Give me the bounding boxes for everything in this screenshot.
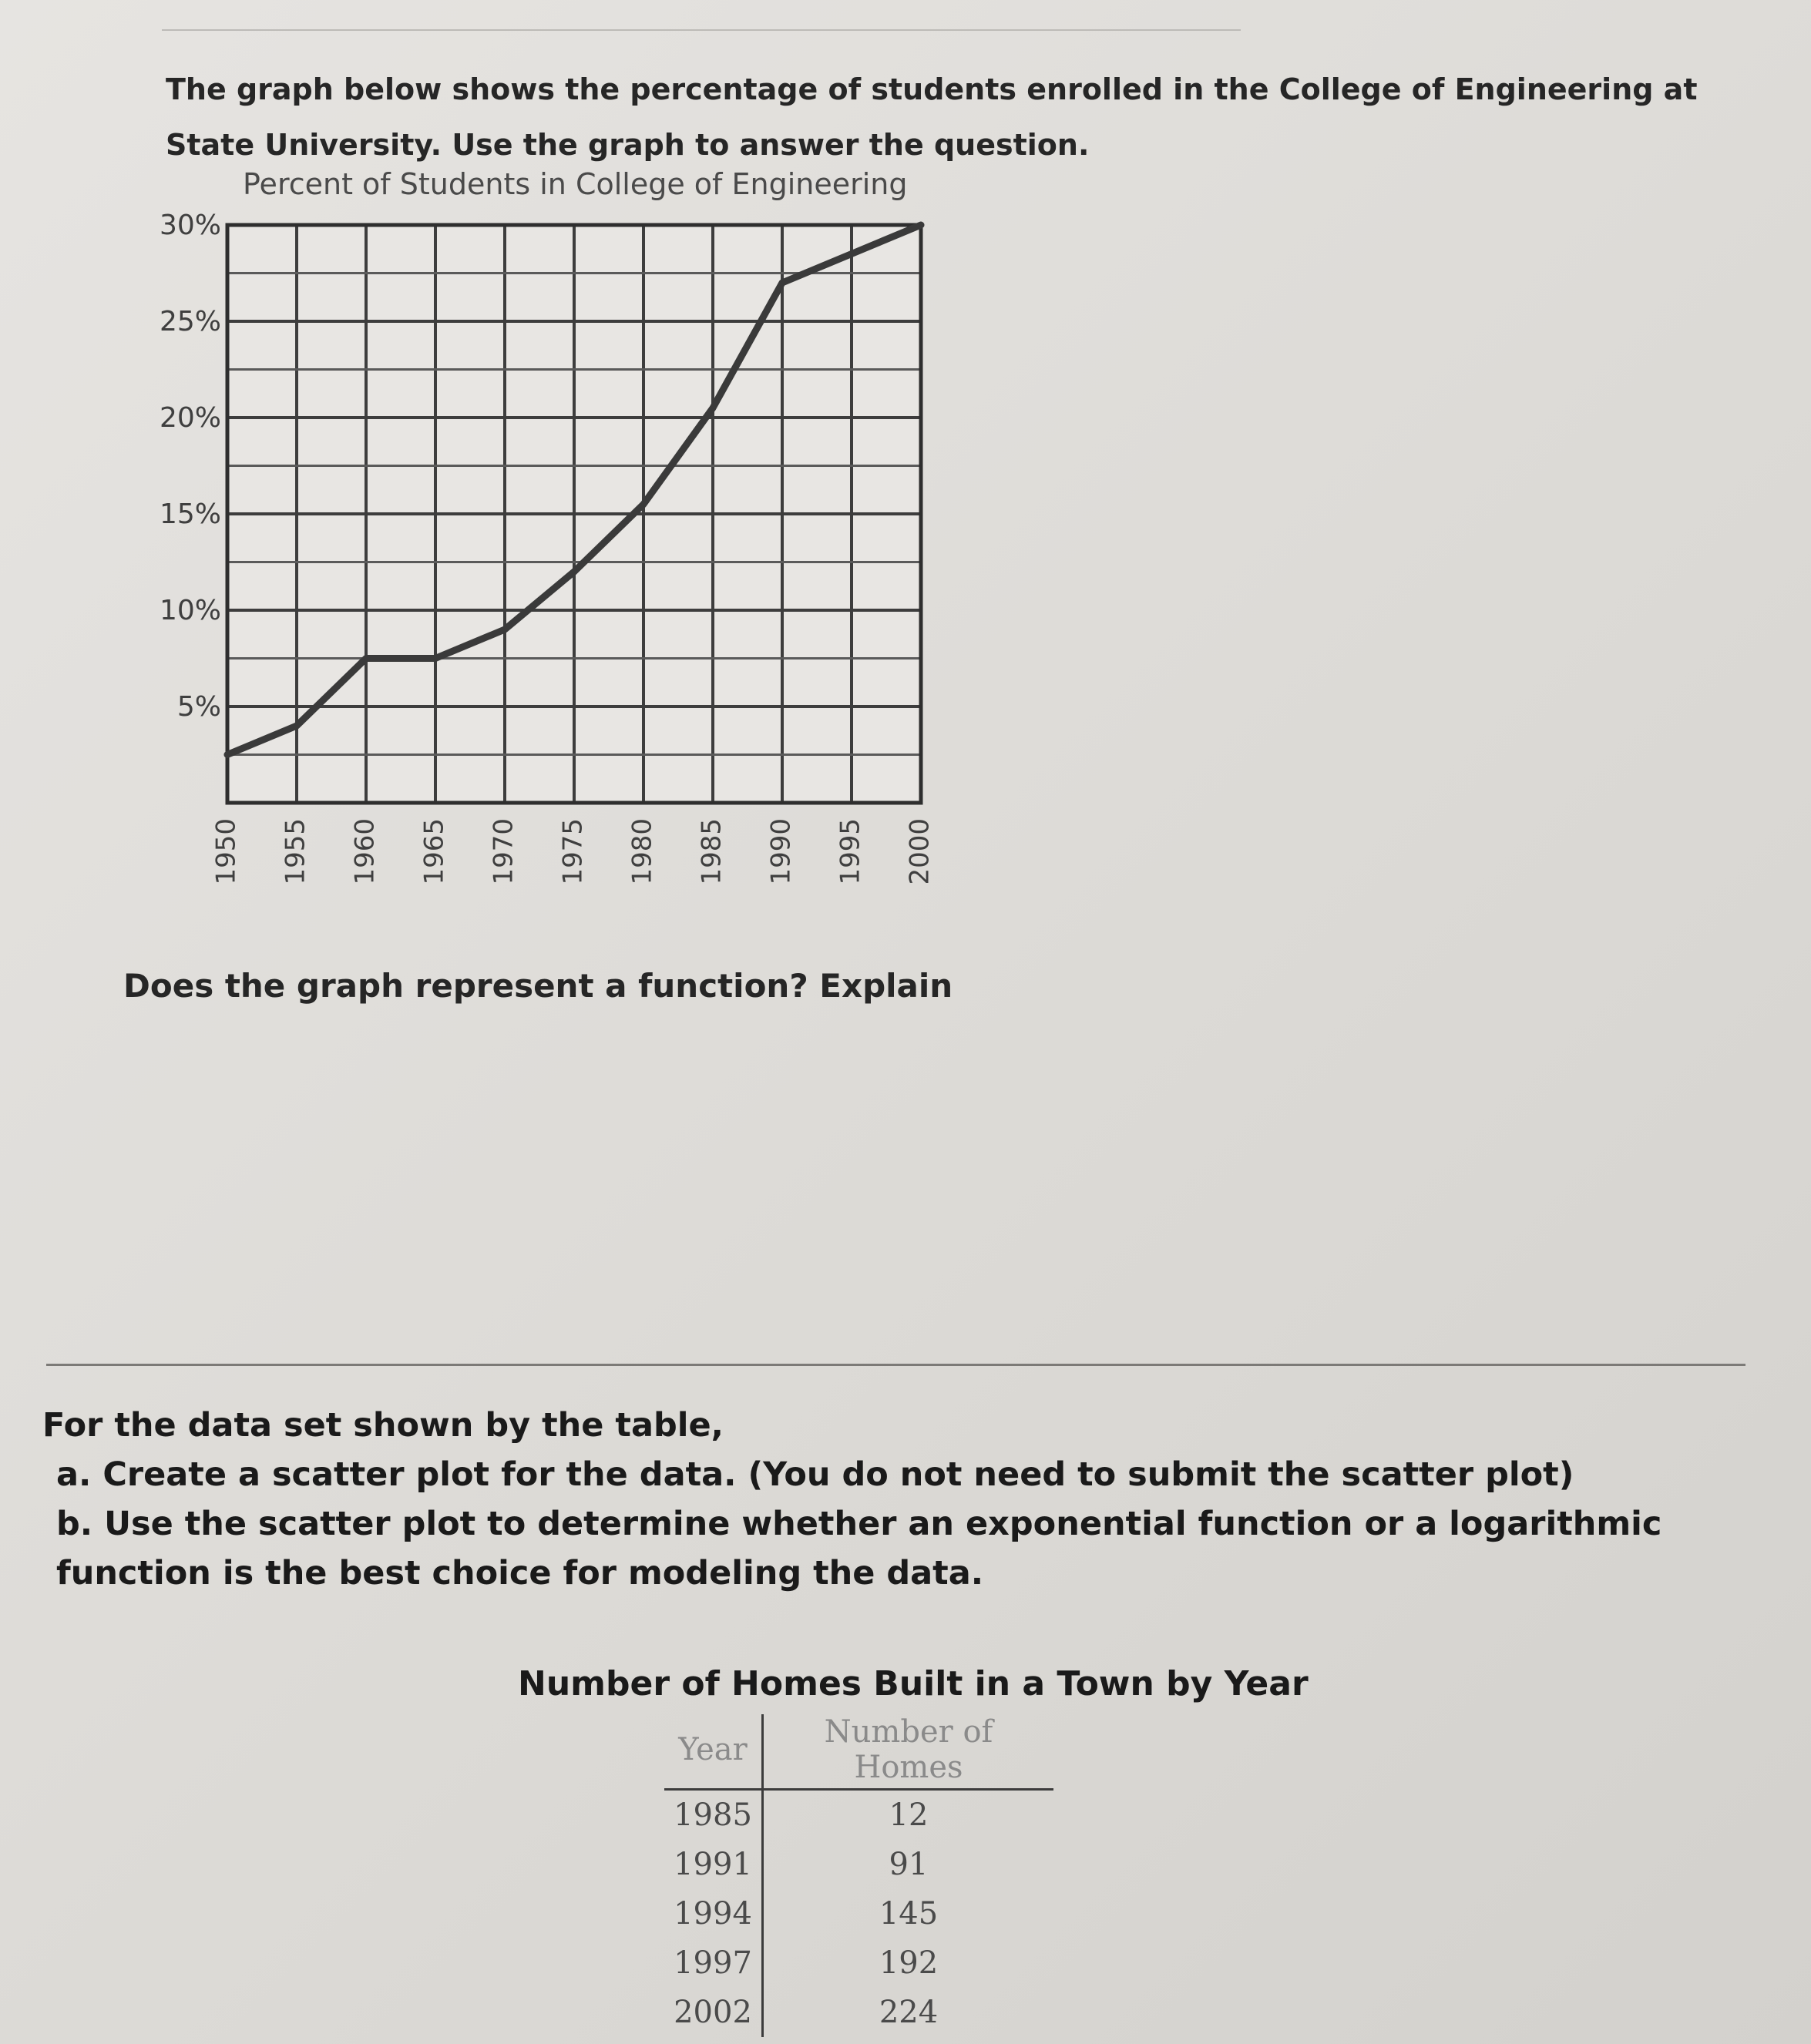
y-tick-label: 5%	[176, 691, 221, 723]
table-row	[664, 1889, 1053, 1938]
year-cell: 2002	[664, 1988, 763, 2037]
year-cell: 1997	[664, 1938, 763, 1988]
x-tick-label: 1970	[488, 818, 519, 885]
table-header-row	[664, 1714, 1053, 1790]
chart-title: Percent of Students in College of Engineering	[243, 167, 908, 201]
section-divider	[46, 1364, 1745, 1366]
intro-text: The graph below shows the percentage of students enrolled in the College of Engineering at State University. Use the graph to answer the question.	[166, 72, 1698, 162]
table-row	[664, 1840, 1053, 1889]
homes-cell: 192	[879, 1945, 939, 1981]
year-cell: 1991	[664, 1840, 763, 1889]
x-tick-label: 1960	[349, 818, 381, 885]
table-row	[664, 1790, 1053, 1841]
x-tick-label: 2000	[904, 818, 936, 885]
enrollment-line-chart	[0, 0, 1811, 925]
x-tick-label: 1950	[210, 818, 242, 885]
homes-cell: 224	[879, 1995, 939, 2030]
task-part-b: b. Use the scatter plot to determine whether an exponential function or a logarithmic function is the best choice for modeling the data.	[56, 1505, 1662, 1593]
task-block	[42, 1401, 1776, 1598]
table-row	[664, 1938, 1053, 1988]
y-tick-label: 10%	[159, 595, 221, 626]
y-tick-label: 25%	[159, 306, 221, 337]
question-function: Does the graph represent a function? Explain	[123, 967, 953, 1005]
x-tick-label: 1980	[627, 818, 658, 885]
x-tick-label: 1955	[280, 818, 311, 885]
homes-table	[664, 1714, 1053, 2037]
x-tick-label: 1965	[418, 818, 450, 885]
x-tick-label: 1990	[765, 818, 797, 885]
x-tick-label: 1985	[696, 818, 727, 885]
year-cell: 1994	[664, 1889, 763, 1938]
table-row	[664, 1988, 1053, 2037]
header-homes: Number of Homes	[763, 1714, 1054, 1790]
homes-cell: 12	[889, 1797, 929, 1833]
table-title: Number of Homes Built in a Town by Year	[518, 1664, 1309, 1703]
y-tick-label: 30%	[159, 210, 221, 241]
task-intro: For the data set shown by the table,	[42, 1406, 724, 1445]
homes-cell: 145	[879, 1896, 939, 1932]
x-tick-label: 1975	[557, 818, 589, 885]
task-part-a: a. Create a scatter plot for the data. (You do not need to submit the scatter plot)	[56, 1455, 1574, 1494]
header-year: Year	[664, 1714, 763, 1790]
y-tick-label: 20%	[159, 402, 221, 434]
year-cell: 1985	[664, 1790, 763, 1841]
homes-cell: 91	[889, 1847, 929, 1882]
y-tick-label: 15%	[159, 498, 221, 530]
x-tick-label: 1995	[835, 818, 866, 885]
